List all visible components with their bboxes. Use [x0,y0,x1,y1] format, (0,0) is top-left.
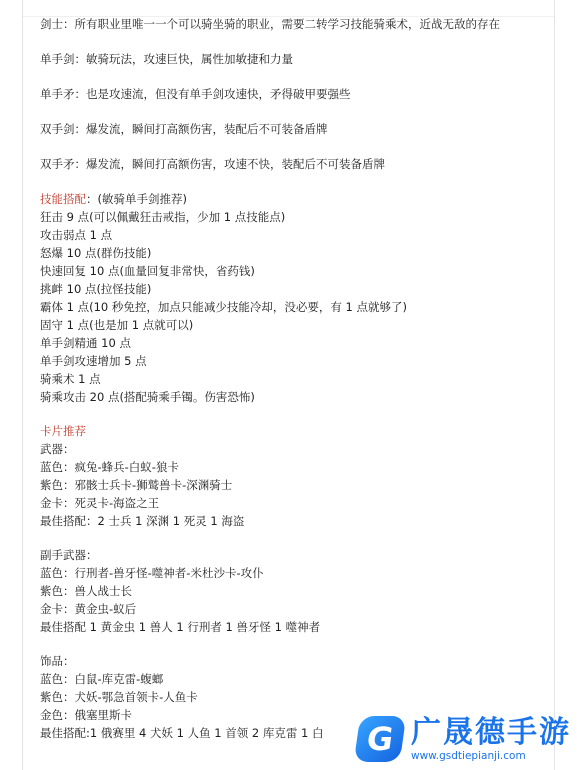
skill-item: 骑乘攻击 20 点(搭配骑乘手镯。伤害恐怖) [40,390,255,404]
skill-item: 单手剑精通 10 点 [40,336,131,350]
brand-name: 广晟德手游 [411,715,571,750]
skill-item: 单手剑攻速增加 5 点 [40,354,147,368]
card-line: 蓝色：白鼠-库克雷-蝮螂 [40,672,164,686]
card-line: 金卡：死灵卡-海盗之王 [40,496,160,510]
brand-logo-icon: G [354,716,406,762]
brand-text-block [411,716,571,762]
skill-item: 狂击 9 点(可以佩戴狂击戒指，少加 1 点技能点) [40,210,286,224]
document-body [40,15,543,742]
skill-item: 固守 1 点(也是加 1 点就可以) [40,318,194,332]
skill-item: 怒爆 10 点(群伤技能) [40,246,152,260]
skill-item: 霸体 1 点(10 秒免控，加点只能减少技能冷却，没必要，有 1 点就够了) [40,300,408,314]
skills-heading-line [40,190,543,208]
card-line: 蓝色：行刑者-兽牙怪-噬神者-米杜沙卡-攻仆 [40,566,264,580]
card-line: 金卡：黄金虫-蚁后 [40,602,137,616]
class-one-hand-sword: 单手剑：敏骑玩法，攻速巨快，属性加敏捷和力量 [40,52,293,66]
class-two-hand-spear: 双手矛：爆发流，瞬间打高额伤害，攻速不快，装配后不可装备盾牌 [40,157,385,171]
skill-item: 攻击弱点 1 点 [40,228,113,242]
card-line: 紫色：兽人战士长 [40,584,132,598]
card-line: 最佳搭配:1 俄赛里 4 犬妖 1 人鱼 1 首领 2 库克雷 1 白 [40,726,324,740]
card-group-title: 饰品： [40,654,75,668]
skill-item: 快速回复 10 点(血量回复非常快，省药钱) [40,264,255,278]
skill-item: 挑衅 10 点(拉怪技能) [40,282,152,296]
card-group-title: 副手武器： [40,548,98,562]
class-intro: 剑士：所有职业里唯一一个可以骑坐骑的职业，需要二转学习技能骑乘术，近战无敌的存在 [40,17,500,31]
card-line: 蓝色：疯兔-蜂兵-白蚁-狼卡 [40,460,179,474]
class-two-hand-sword: 双手剑：爆发流，瞬间打高额伤害，装配后不可装备盾牌 [40,122,328,136]
card-line: 紫色：邪骸士兵卡-狮鹫兽卡-深渊骑士 [40,478,233,492]
cards-heading: 卡片推荐 [40,424,86,438]
card-line: 紫色：犬妖-鄂急首领卡-人鱼卡 [40,690,198,704]
card-line: 最佳搭配 1 黄金虫 1 兽人 1 行刑者 1 兽牙怪 1 噬神者 [40,620,321,634]
skill-item: 骑乘术 1 点 [40,372,101,386]
card-line: 金色：俄塞里斯卡 [40,708,132,722]
skills-heading-suffix: ：(敏骑单手剑推荐) [86,192,187,206]
card-group-title: 武器： [40,442,75,456]
brand-url: www.gsdtiepianji.com [411,750,526,762]
skills-heading: 技能搭配 [40,192,86,206]
card-line: 最佳搭配：2 士兵 1 深渊 1 死灵 1 海盗 [40,514,245,528]
class-one-hand-spear: 单手矛：也是攻速流，但没有单手剑攻速快，矛得破甲要强些 [40,87,351,101]
site-watermark [357,716,571,762]
